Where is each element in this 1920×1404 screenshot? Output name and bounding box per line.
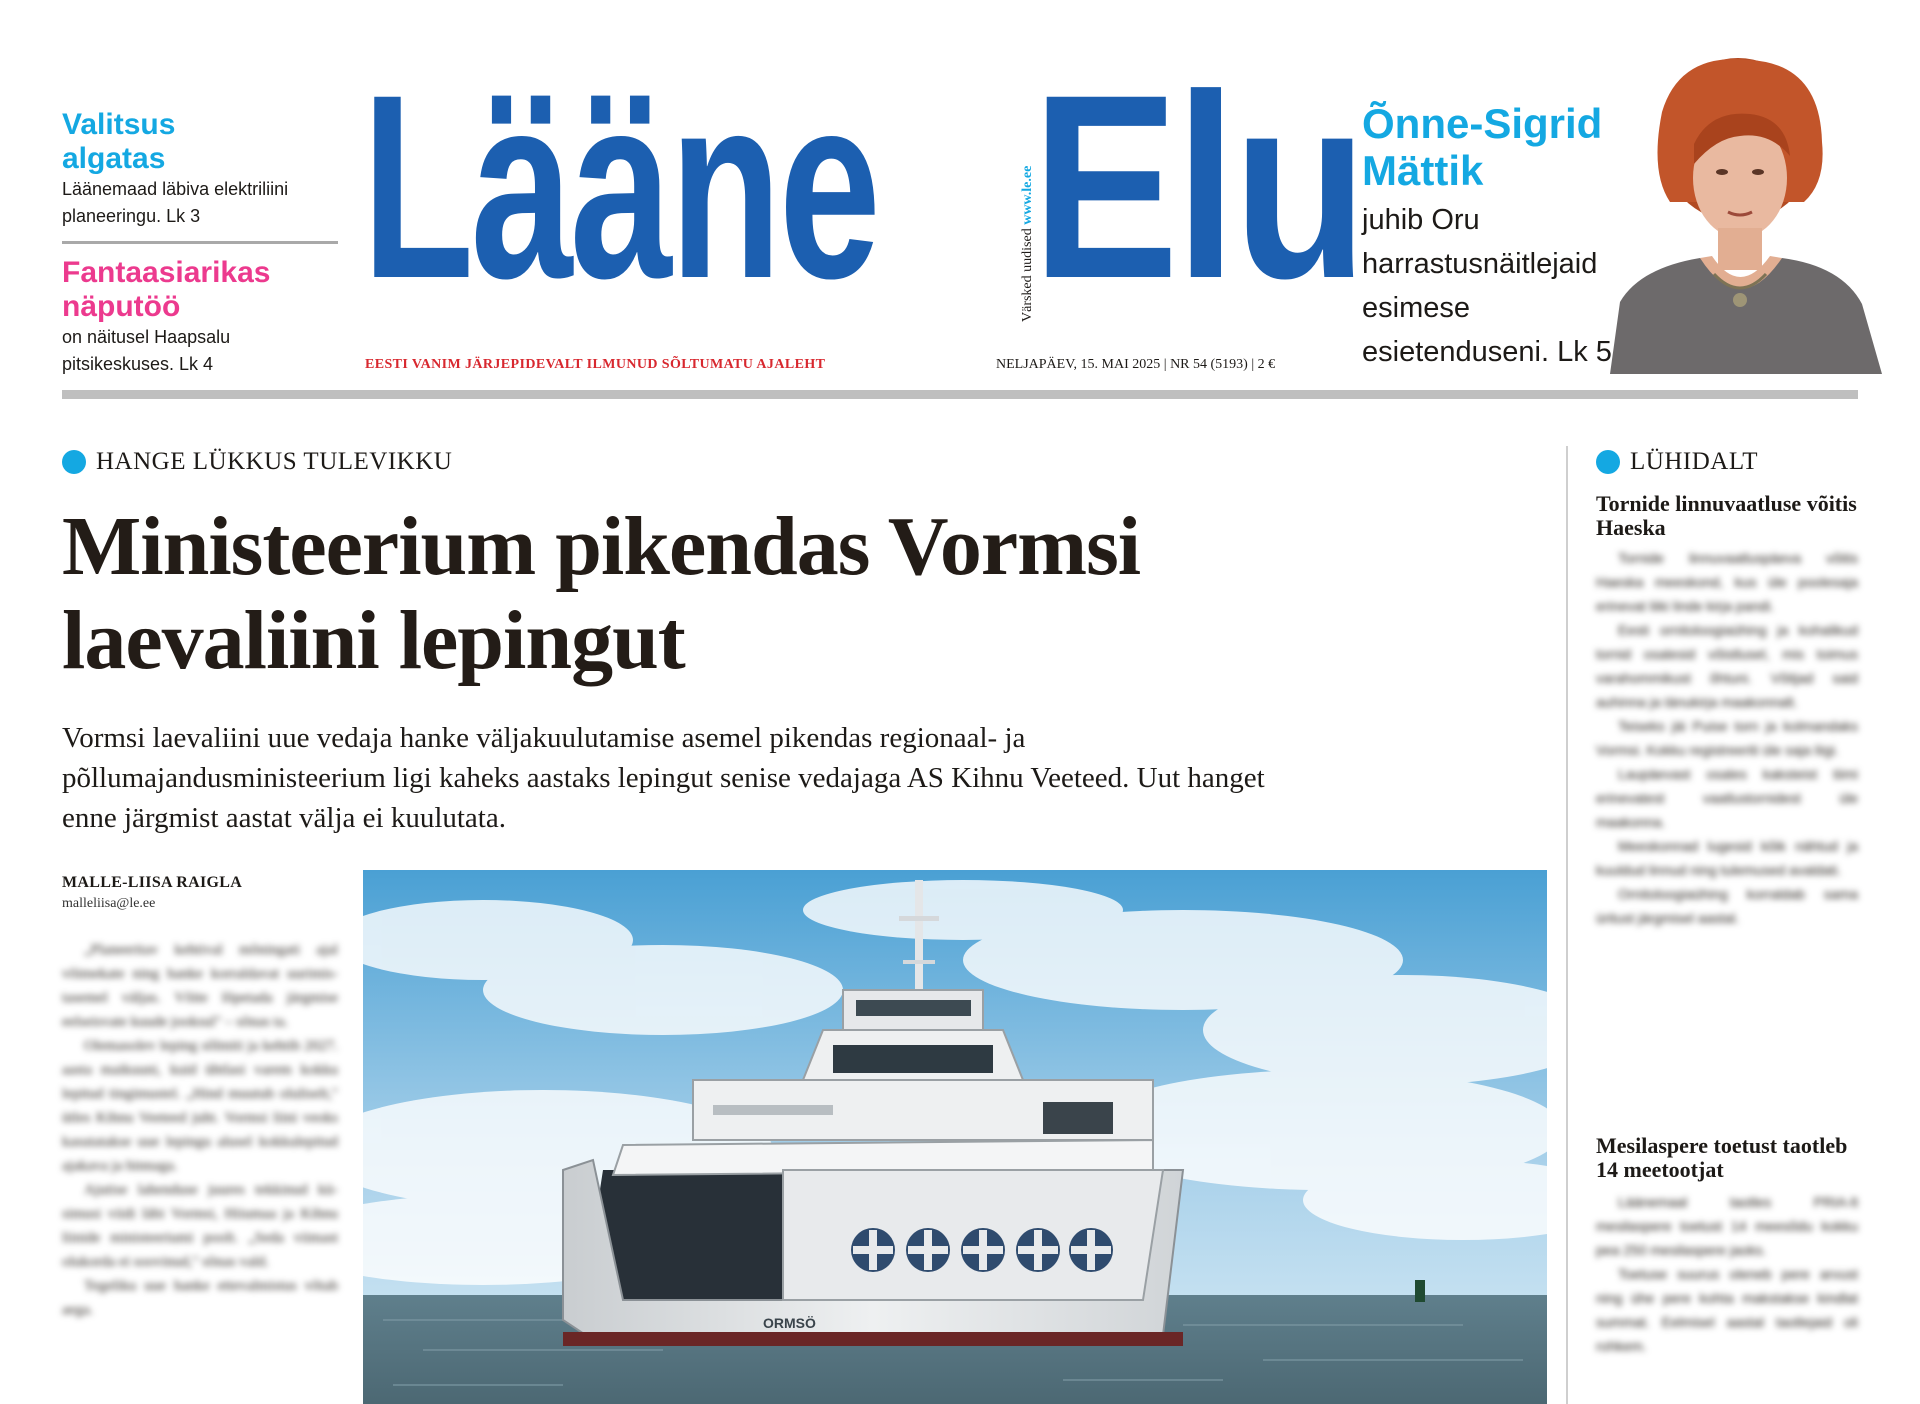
article-kicker-text: HANGE LÜKKUS TULEVIKKU (96, 448, 453, 475)
ship-name: ORMSÖ (763, 1315, 816, 1331)
article-lead: Vormsi laevaliini uue vedaja hanke väljakuulutamise asemel pikendas regionaal- ja põllumajandusministeerium ligi kaheks aastaks lepingut senise vedajaga AS Kihnu Veeteed. Uut hanget enne järgmist aastat välja ei kuulutata. (62, 722, 1265, 834)
sidebar-item-2-body-blurred: Läänemaal taotles PRIA-lt mesilaspere toetust 14 meesõdu kokku pea 250 mesilaspere jaoks. Toetuse suurus oleneb pere arvust ning ühe pere kohta makstakse kindlat summat. Eelmisel aastal taotlejaid oli rohkem. (1596, 1194, 1858, 1354)
logo-laane[interactable]: Lääne (362, 40, 879, 333)
vertical-tag-text: Värsked uudised (1020, 228, 1035, 322)
person-teaser[interactable] (1362, 100, 1882, 375)
issue-number: NR 54 (5193) (1170, 357, 1248, 372)
article-body-blurred: „Planeeritav kehtival mõningati ajal võimekate ning hanke korraldavat uurimistasemel väljas. Võite lõpetada järgmise eelseisvate kuude jooksul" – sõnas ta. Olemasolev leping sõlmiti ja kehtib 2027. aasta maikuuni, kuid ühtlasi varem kokku lepitud tingimustel. „Hind muutub oluliselt," ütles Kihnu Veeteed juht. Vormsi liini veoks kasutatakse uue lepingu alusel kokkulepitud ajakava ja hinnaga. Ajutise lahenduse juures tekkinud küsimusi viidi läbi Vormsi, Hiiumaa ja Kihnu liinide ministeeriumi poolt. „Seda viimast olukorda ei soovinud," sõnas vald. Tegeliku uue hanke ettevalmistus võtab aega. (62, 942, 338, 1318)
vertical-tag-url[interactable]: www.le.ee (1020, 165, 1035, 225)
teaser-2-text: on näitusel Haapsalu pitsikeskuses. Lk 4 (62, 327, 231, 374)
teaser-2[interactable] (62, 256, 342, 378)
person-name: Õnne-Sigrid Mättik (1362, 100, 1603, 194)
slogan: EESTI VANIM JÄRJEPIDEVALT ILMUNUD SÕLTUMATU AJALEHT (365, 357, 826, 372)
dateline: NELJAPÄEV, 15. MAI 2025 | NR 54 (5193) | 2 € (996, 357, 1276, 372)
teaser-2-title: Fantaasiarikas näputöö (62, 256, 271, 323)
date: NELJAPÄEV, 15. MAI 2025 (996, 357, 1161, 372)
teaser-divider (62, 241, 338, 244)
sidebar-item-1-title[interactable]: Tornide linnuvaatluse võitis Haeska (1596, 491, 1857, 540)
author-name: MALLE-LIISA RAIGLA (62, 874, 243, 891)
sidebar-item-2-title[interactable]: Mesilaspere toetust taotleb 14 meetootjat (1596, 1133, 1848, 1182)
sidebar-kicker (1596, 448, 1758, 476)
teaser-1[interactable] (62, 108, 342, 230)
price: 2 € (1257, 357, 1276, 372)
kicker-dot (62, 450, 86, 474)
ferry-photo[interactable] (363, 870, 1547, 1404)
teaser-1-text: Läänemaad läbiva elektriliini planeeringu. Lk 3 (62, 179, 289, 226)
person-text: juhib Oru harrastusnäitlejaid esimese esietenduseni. Lk 5 (1362, 204, 1612, 368)
sidebar-item-1-body-blurred: Tornide linnuvaatluspäeva võitis Haeska meeskond, kus üle poolesaja erinevat liiki linde kirja pandi. Eesti ornitoloogiaühing ja kohalikud tornid osalesid võistlusel, mis toimus varahommikust õhtuni. Võitjad said auhinna ja tänukirja maakonnalt. Teiseks jäi Puise torn ja kolmandaks Vormsi. Kokku registreeriti üle saja liigi. Laupäevast osales kaksteist tiimi erinevatest vaatlustornidest üle maakonna. Meeskonnad lugesid kõik nähtud ja kuuldud linnud ning tulemused avaldati. Ornitoloogiaühing korraldab sama üritust järgmisel aastal. (1596, 550, 1858, 926)
article-kicker (62, 448, 452, 476)
sidebar-rule (1566, 446, 1568, 1404)
sidebar-kicker-dot (1596, 450, 1620, 474)
teaser-1-title: Valitsus algatas (62, 108, 176, 175)
logo-elu[interactable]: Elu (1032, 40, 1365, 333)
article-headline[interactable]: Ministeerium pikendas Vormsi laevaliini lepingut (62, 500, 1141, 687)
masthead-rule (62, 390, 1858, 399)
author-email[interactable]: malleliisa@le.ee (62, 896, 156, 911)
sidebar-kicker-text: LÜHIDALT (1630, 448, 1759, 475)
